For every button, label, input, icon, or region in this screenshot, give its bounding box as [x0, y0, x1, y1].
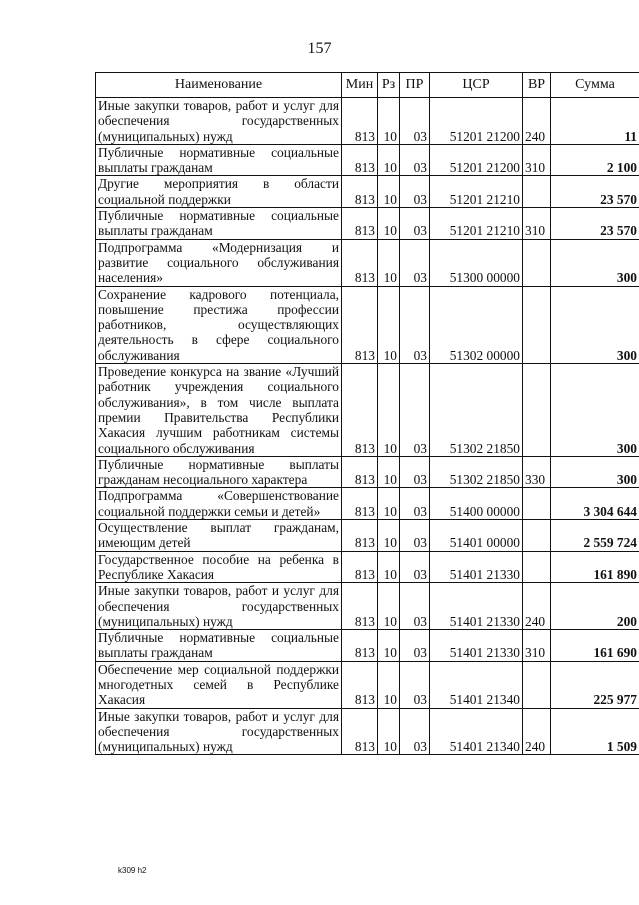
row-sum: 11 — [551, 98, 639, 145]
row-csr: 51401 21340 — [430, 708, 523, 755]
row-sum: 2 559 724 — [551, 520, 639, 552]
row-pr: 03 — [400, 630, 430, 662]
row-name: Подпрограмма «Модернизация и развитие социального обслуживания населения» — [96, 239, 342, 286]
row-sum: 300 — [551, 456, 639, 488]
table-row — [96, 239, 639, 286]
header-csr: ЦСР — [430, 73, 523, 98]
table-row — [96, 708, 639, 755]
row-pr: 03 — [400, 286, 430, 363]
row-pr: 03 — [400, 364, 430, 457]
row-name: Публичные нормативные выплаты гражданам несоциального характера — [96, 456, 342, 488]
row-min: 813 — [342, 630, 378, 662]
row-vr: 240 — [523, 708, 551, 755]
row-pr: 03 — [400, 98, 430, 145]
row-name: Публичные нормативные социальные выплаты гражданам — [96, 144, 342, 176]
row-min: 813 — [342, 176, 378, 208]
row-vr — [523, 239, 551, 286]
row-pr: 03 — [400, 144, 430, 176]
row-sum: 300 — [551, 286, 639, 363]
row-sum: 23 570 — [551, 176, 639, 208]
row-name: Обеспечение мер социальной поддержки многодетных семей в Республике Хакасия — [96, 661, 342, 708]
row-pr: 03 — [400, 708, 430, 755]
row-rz: 10 — [378, 98, 400, 145]
footer-code: k309 h2 — [118, 866, 147, 875]
row-vr: 310 — [523, 630, 551, 662]
row-name: Публичные нормативные социальные выплаты гражданам — [96, 630, 342, 662]
row-name: Иные закупки товаров, работ и услуг для обеспечения государственных (муниципальных) нужд — [96, 583, 342, 630]
row-vr: 330 — [523, 456, 551, 488]
row-vr: 240 — [523, 98, 551, 145]
row-rz: 10 — [378, 144, 400, 176]
row-rz: 10 — [378, 630, 400, 662]
row-vr: 310 — [523, 208, 551, 240]
table-row — [96, 144, 639, 176]
row-name: Сохранение кадрового потенциала, повышение престижа профессии работников, осуществляющих деятельность в сфере социального обслуживания — [96, 286, 342, 363]
row-sum: 1 509 — [551, 708, 639, 755]
table-row — [96, 176, 639, 208]
row-name: Государственное пособие на ребенка в Республике Хакасия — [96, 551, 342, 583]
row-pr: 03 — [400, 661, 430, 708]
row-name: Иные закупки товаров, работ и услуг для обеспечения государственных (муниципальных) нужд — [96, 708, 342, 755]
row-csr: 51201 21210 — [430, 208, 523, 240]
row-csr: 51401 21330 — [430, 551, 523, 583]
row-sum: 2 100 — [551, 144, 639, 176]
budget-table — [95, 72, 639, 755]
table-row — [96, 661, 639, 708]
row-vr — [523, 661, 551, 708]
row-csr: 51302 21850 — [430, 364, 523, 457]
table-row — [96, 551, 639, 583]
row-csr: 51401 21330 — [430, 630, 523, 662]
table-row — [96, 98, 639, 145]
table-row — [96, 630, 639, 662]
row-vr — [523, 364, 551, 457]
page-number: 157 — [307, 40, 332, 57]
row-sum: 300 — [551, 239, 639, 286]
row-name: Публичные нормативные социальные выплаты гражданам — [96, 208, 342, 240]
row-name: Осуществление выплат гражданам, имеющим детей — [96, 520, 342, 552]
row-name: Другие мероприятия в области социальной поддержки — [96, 176, 342, 208]
header-pr: ПР — [400, 73, 430, 98]
row-name: Подпрограмма «Совершенствование социальной поддержки семьи и детей» — [96, 488, 342, 520]
row-csr: 51201 21200 — [430, 98, 523, 145]
header-rz: Рз — [378, 73, 400, 98]
row-csr: 51300 00000 — [430, 239, 523, 286]
row-min: 813 — [342, 144, 378, 176]
row-rz: 10 — [378, 456, 400, 488]
row-sum: 300 — [551, 364, 639, 457]
row-sum: 200 — [551, 583, 639, 630]
row-name: Проведение конкурса на звание «Лучший работник учреждения социального обслуживания», в том числе выплата премии Правительства Республики Хакасия лучшим работникам системы социального обслуживания — [96, 364, 342, 457]
row-rz: 10 — [378, 488, 400, 520]
row-vr: 240 — [523, 583, 551, 630]
row-vr — [523, 551, 551, 583]
table-row — [96, 456, 639, 488]
table-header-row — [96, 73, 639, 98]
row-sum: 161 890 — [551, 551, 639, 583]
row-min: 813 — [342, 456, 378, 488]
row-csr: 51201 21210 — [430, 176, 523, 208]
row-vr — [523, 176, 551, 208]
row-rz: 10 — [378, 176, 400, 208]
header-vr: ВР — [523, 73, 551, 98]
row-rz: 10 — [378, 239, 400, 286]
header-min: Мин — [342, 73, 378, 98]
row-min: 813 — [342, 551, 378, 583]
row-vr: 310 — [523, 144, 551, 176]
row-rz: 10 — [378, 661, 400, 708]
row-vr — [523, 488, 551, 520]
row-csr: 51401 21340 — [430, 661, 523, 708]
row-min: 813 — [342, 520, 378, 552]
row-rz: 10 — [378, 520, 400, 552]
table-row — [96, 488, 639, 520]
row-sum: 225 977 — [551, 661, 639, 708]
row-vr — [523, 520, 551, 552]
row-csr: 51302 00000 — [430, 286, 523, 363]
row-min: 813 — [342, 208, 378, 240]
row-rz: 10 — [378, 583, 400, 630]
row-pr: 03 — [400, 488, 430, 520]
row-csr: 51401 00000 — [430, 520, 523, 552]
header-sum: Сумма — [551, 73, 639, 98]
row-vr — [523, 286, 551, 363]
row-pr: 03 — [400, 456, 430, 488]
table-row — [96, 520, 639, 552]
row-csr: 51401 21330 — [430, 583, 523, 630]
row-min: 813 — [342, 364, 378, 457]
row-min: 813 — [342, 708, 378, 755]
row-min: 813 — [342, 488, 378, 520]
row-csr: 51302 21850 — [430, 456, 523, 488]
table-row — [96, 208, 639, 240]
row-csr: 51201 21200 — [430, 144, 523, 176]
row-min: 813 — [342, 286, 378, 363]
row-pr: 03 — [400, 520, 430, 552]
row-pr: 03 — [400, 176, 430, 208]
row-rz: 10 — [378, 708, 400, 755]
row-rz: 10 — [378, 364, 400, 457]
row-pr: 03 — [400, 208, 430, 240]
row-min: 813 — [342, 239, 378, 286]
row-min: 813 — [342, 583, 378, 630]
row-sum: 23 570 — [551, 208, 639, 240]
row-min: 813 — [342, 98, 378, 145]
row-pr: 03 — [400, 239, 430, 286]
header-name: Наименование — [96, 73, 342, 98]
row-sum: 3 304 644 — [551, 488, 639, 520]
row-sum: 161 690 — [551, 630, 639, 662]
table-row — [96, 583, 639, 630]
table-row — [96, 286, 639, 363]
row-csr: 51400 00000 — [430, 488, 523, 520]
table-row — [96, 364, 639, 457]
row-rz: 10 — [378, 551, 400, 583]
row-pr: 03 — [400, 583, 430, 630]
row-name: Иные закупки товаров, работ и услуг для обеспечения государственных (муниципальных) нужд — [96, 98, 342, 145]
row-rz: 10 — [378, 208, 400, 240]
row-min: 813 — [342, 661, 378, 708]
row-pr: 03 — [400, 551, 430, 583]
row-rz: 10 — [378, 286, 400, 363]
